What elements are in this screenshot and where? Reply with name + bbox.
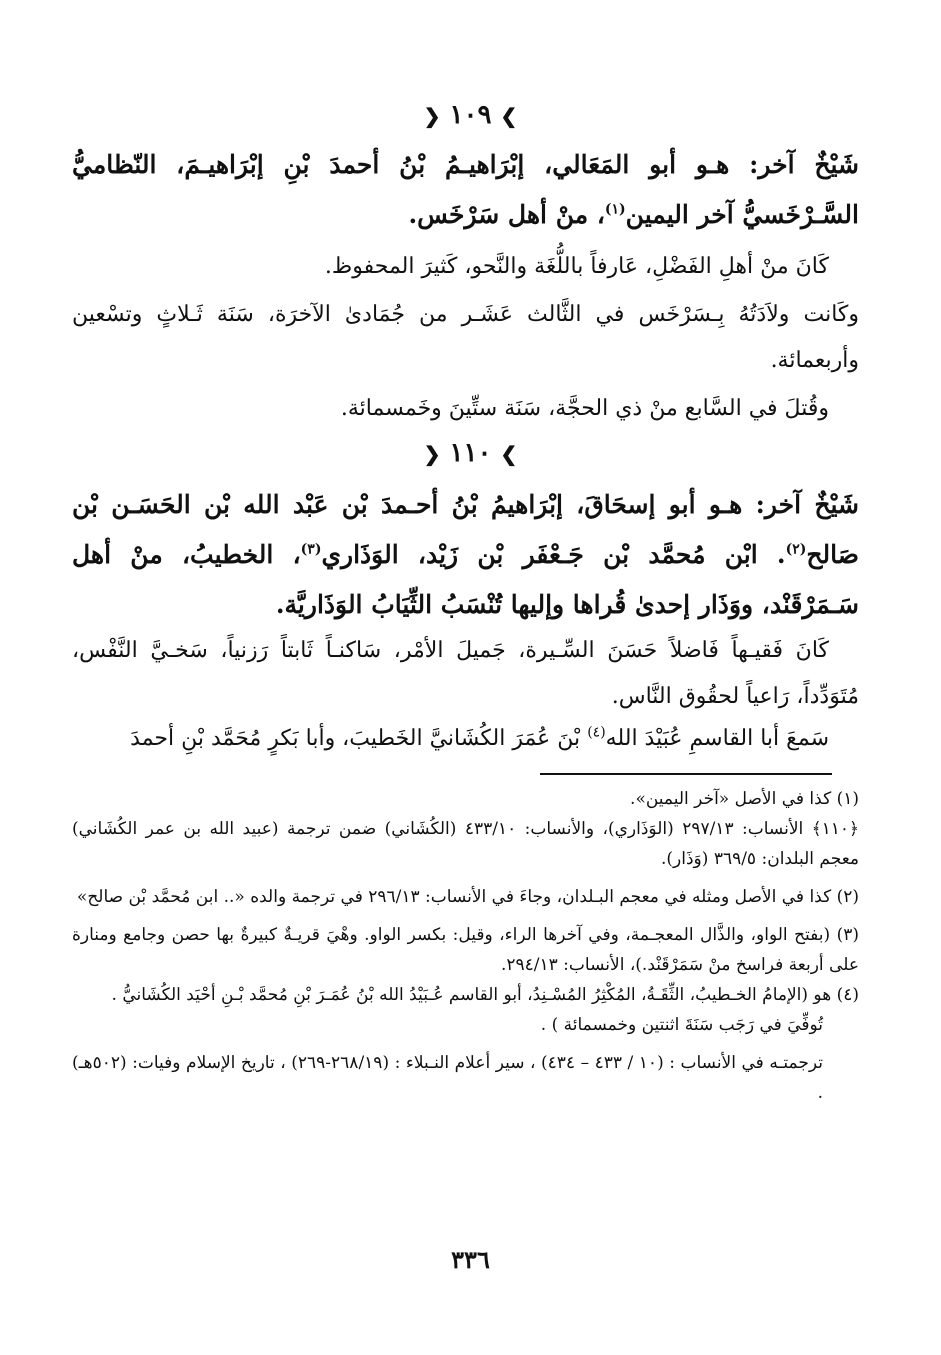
entry-110-p2-a: سَمعَ أبا القاسمِ عُبَيْدَ الله (605, 726, 829, 751)
ornament-right-icon: ❯ (500, 442, 518, 466)
entry-109-p3-text: وقُتلَ في السَّابع منْ ذي الحجَّة، سَنَة ستِّينَ وخَمسمائة. (340, 396, 829, 421)
footnote-110-sources: ﴿١١٠﴾ الأنساب: ٢٩٧/١٣ (الوَذَاري)، والأنساب: ٤٣٣/١٠ (الكُشَاني) ضمن ترجمة (عبيد الله بن عمر الكُشَاني) معجم البلدان: ٣٦٩/٥ (وَذَار). (72, 819, 859, 869)
footnote-separator (540, 773, 832, 775)
entry-110-paragraph-1 (72, 628, 859, 720)
entry-109-paragraph-3 (72, 386, 859, 432)
entry-109-paragraph-2 (72, 292, 859, 384)
entry-number-110 (0, 438, 941, 468)
entry-109-heading-end: ، منْ أهل سَرْخَس. (408, 200, 605, 229)
entry-number-110-text: ١١٠ (449, 438, 492, 468)
page-number: ٣٣٦ (451, 1245, 490, 1274)
footnote-ref-1[interactable]: (١) (604, 201, 626, 218)
entry-109-paragraph-1 (72, 244, 859, 290)
footnote-ref-2[interactable]: (٢) (785, 541, 807, 558)
footnote-3: (٣) (بفتح الواو، والذَّال المعجـمة، وفي آخرها الراء، وقيل: بكسر الواو. وهْيَ قريـةٌ كبيرةٌ بها حصن وجامع ومنارة على أربعة فراسخ منْ سَمَرْقَنْد.)، الأنساب: ٢٩٤/١٣. (72, 925, 859, 975)
entry-110-p1-text: كَانَ فَقيـهاً فَاضلاً حَسَنَ السِّـيرة، جَميلَ الأمْر، سَاكنـاً ثَابتاً رَزنياً، سَخـيَّ النَّفْس، مُتَوَدِّداً، رَاعياً لحقُوق النَّاس. (72, 638, 859, 709)
ornament-right-icon: ❯ (500, 104, 518, 128)
entry-110-heading-b: . ابْن مُحمَّد بْن جَـعْفَر بْن زَيْد، الوَذَاري (321, 540, 786, 569)
entry-number-109 (0, 100, 941, 130)
entry-110-heading-a: شَيْخٌ آخر: هـو أبو إسحَاقَ، إبْرَاهيمُ بْنُ أحـمدَ بْن عَبْد الله بْن الحَسَـن بْن صَالح (72, 490, 859, 569)
footnote-2: (٢) كذا في الأصل ومثله في معجم البـلدان، وجاءَ في الأنساب: ٢٩٦/١٣ في ترجمة والده «.. ابن مُحمَّد بْن صالح» (76, 887, 859, 907)
entry-109-p1-text: كَانَ منْ أهلِ الفَضْلِ، عَارفاً باللُّغَة والنَّحو، كَثيرَ المحفوظ. (324, 254, 829, 279)
footnote-4-death: تُوفِّيَ في رَجَب سَنَةَ اثنتين وخمسمائة ) . (540, 1015, 823, 1035)
footnote-4: (٤) هو (الإمامُ الخـطيبُ، الثِّقَـةُ، المُكْثِرُ المُسْـنِدُ، أبو القاسم عُـبَيْدُ الله بْنُ عُمَـرَ بْنِ مُحمَّد بْـنِ أحْيَد الكُشَانيُّ . (111, 985, 859, 1005)
footnotes (72, 784, 859, 1108)
entry-109-heading (72, 140, 859, 240)
footnote-ref-3[interactable]: (٣) (300, 541, 322, 558)
entry-110-p2-b: بْنَ عُمَرَ الكُشَانيَّ الخَطيبَ، وأبا بَكرٍ مُحَمَّد بْنِ أحمدَ (130, 726, 581, 751)
footnote-4-sources: ترجمتـه في الأنساب : (١٠ / ٤٣٣ – ٤٣٤) ، سير أعلام النـبلاء : (٢٦٨/١٩-٢٦٩) ، تاريخ الإسلام وفيات: (٥٠٢هـ) . (72, 1053, 823, 1103)
ornament-left-icon: ❮ (423, 442, 441, 466)
footnote-ref-4[interactable]: (٤) (587, 724, 606, 741)
entry-109-p2-text: وكَانت ولاَدَتُهُ بِـسَرْخَس في الثَّالث عَشَـر من جُمَادىٰ الآخرَة، سَنَة ثَـلاثٍ وتسْعين وأربعمائة. (72, 302, 859, 373)
entry-109-heading-text: شَيْخٌ آخر: هـو أبو المَعَالي، إبْرَاهيـمُ بْنُ أحمدَ بْنِ إبْرَاهيـمَ، النّظاميُّ السَّـرْخَسيُّ آخر اليمين (72, 150, 859, 229)
ornament-left-icon: ❮ (423, 104, 441, 128)
entry-number-109-text: ١٠٩ (449, 100, 492, 130)
entry-110-heading (72, 480, 859, 630)
entry-110-paragraph-2 (72, 716, 859, 762)
footnote-1: (١) كذا في الأصل «آخر اليمين». (630, 789, 859, 809)
entry-110-heading-c: ، الخطيبُ، منْ أهل سَـمَرْقَنْد، ووَذَار إحدىٰ قُراها وإليها تُنْسَبُ الثِّيَابُ الوَذَاريَّة. (72, 540, 859, 619)
